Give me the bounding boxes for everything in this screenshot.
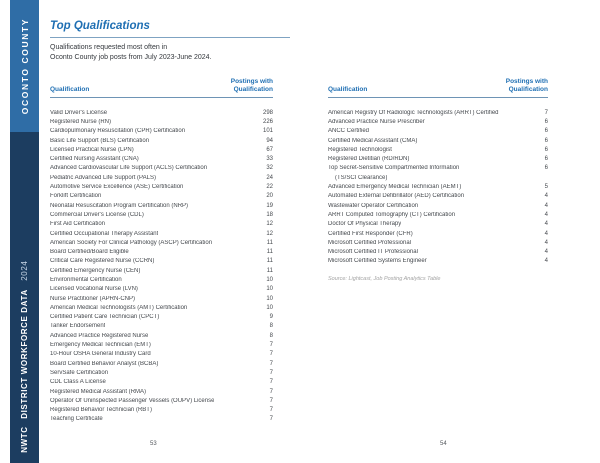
postings-count: 6 [544, 146, 548, 153]
subtitle-line1: Qualifications requested most often in [50, 44, 168, 51]
qualification-name: Board Certified/Board Eligible [50, 249, 129, 256]
table-row [50, 387, 273, 396]
qualification-name: Registered Technologist [328, 146, 392, 153]
qualification-column-header: Qualification [50, 86, 90, 93]
table-row [50, 192, 273, 201]
postings-count: 7 [269, 369, 273, 376]
qualification-name: 10-Hour OSHA General Industry Card [50, 351, 151, 358]
table-row [50, 220, 273, 229]
qualification-name: Microsoft Certified IT Professional [328, 249, 418, 256]
postings-count: 6 [544, 137, 548, 144]
table-row [50, 210, 273, 219]
table-rows-right [328, 108, 548, 266]
qualification-name: ServSafe Certification [50, 369, 109, 376]
postings-count: 6 [544, 165, 548, 172]
table-row [50, 275, 273, 284]
postings-header-line1: Postings with [230, 78, 273, 85]
postings-header-line1: Postings with [505, 78, 548, 85]
spine-text [20, 261, 29, 453]
qualifications-table-left [50, 78, 273, 424]
table-row [50, 136, 273, 145]
table-row [328, 145, 548, 154]
postings-column-header [231, 78, 273, 93]
postings-count: 32 [266, 165, 273, 172]
table-row [328, 117, 548, 126]
qualification-name: Teaching Certificate [50, 416, 103, 423]
qualification-name: Pediatric Advanced Life Support (PALS) [50, 174, 156, 181]
table-row [328, 182, 548, 191]
table-row [50, 396, 273, 405]
postings-count: 7 [269, 416, 273, 423]
table-header-right [328, 78, 548, 98]
postings-count: 7 [269, 351, 273, 358]
postings-count: 11 [266, 239, 273, 246]
postings-count: 8 [269, 332, 273, 339]
postings-count: 18 [266, 211, 273, 218]
qualification-name: Registered Behavior Technician (RBT) [50, 407, 152, 414]
qualification-name: Microsoft Certified Professional [328, 239, 412, 246]
page-number-right: 54 [440, 441, 447, 447]
postings-count: 4 [544, 249, 548, 256]
postings-count: 7 [269, 360, 273, 367]
postings-count: 4 [544, 239, 548, 246]
qualification-name: Certified Emergency Nurse (CEN) [50, 267, 141, 274]
qualification-name: Automated External Defibrillator (AED) Certification [328, 193, 465, 200]
qualification-name: Certified Occupational Therapy Assistant [50, 230, 159, 237]
brand-text: NWTC [20, 426, 29, 453]
table-row [328, 164, 548, 173]
qualification-name: Certified Medical Assistant (CMA) [328, 137, 418, 144]
postings-count: 4 [544, 211, 548, 218]
main-content [50, 0, 595, 463]
table-row [50, 313, 273, 322]
page-title: Top Qualifications [50, 20, 150, 32]
postings-count: 4 [544, 202, 548, 209]
qualification-name: Board Certified Behavior Analyst (BCBA) [50, 360, 159, 367]
postings-count: 4 [544, 258, 548, 265]
qualification-name: ANCC Certified [328, 128, 370, 135]
qualification-name: Advanced Practice Registered Nurse [50, 332, 149, 339]
qualification-name: CDL Class A License [50, 379, 106, 386]
table-row [328, 210, 548, 219]
qualification-name: ARRT Computed Tomography (CT) Certification [328, 211, 456, 218]
qualification-name: Cardiopulmonary Resuscitation (CPR) Certification [50, 128, 186, 135]
page-number-left: 53 [150, 441, 157, 447]
postings-count: 7 [269, 342, 273, 349]
qualification-name: Operator Of Uninspected Passenger Vessels (OUPV) License [50, 397, 215, 404]
postings-count: 10 [266, 304, 273, 311]
sidebar [10, 0, 39, 463]
qualification-name: Microsoft Certified Systems Engineer [328, 258, 427, 265]
report-title: DISTRICT WORKFORCE DATA [20, 289, 29, 419]
table-row [50, 378, 273, 387]
qualification-name: Emergency Medical Technician (EMT) [50, 342, 151, 349]
qualification-name: Top Secret-Sensitive Compartmented Information [328, 165, 460, 172]
subtitle [50, 43, 211, 62]
table-row [50, 201, 273, 210]
postings-count: 22 [266, 184, 273, 191]
postings-count: 94 [266, 137, 273, 144]
qualification-name: American Registry Of Radiologic Technologists (ARRT) Certified [328, 109, 499, 116]
table-row [50, 415, 273, 424]
postings-count: 12 [266, 221, 273, 228]
postings-count: 11 [266, 258, 273, 265]
qualification-name: Licensed Vocational Nurse (LVN) [50, 286, 138, 293]
table-row [50, 359, 273, 368]
table-row [328, 229, 548, 238]
qualification-name: American Medical Technologists (AMT) Certification [50, 304, 188, 311]
table-row [50, 257, 273, 266]
table-header-left [50, 78, 273, 98]
report-year: 2024 [20, 261, 29, 282]
qualification-name: Nurse Practitioner (APRN-CNP) [50, 295, 136, 302]
qualification-name: Licensed Practical Nurse (LPN) [50, 146, 134, 153]
postings-count: 12 [266, 230, 273, 237]
postings-count: 67 [266, 146, 273, 153]
qualification-name: Advanced Practice Nurse Prescriber [328, 118, 425, 125]
table-row [50, 108, 273, 117]
postings-count: 4 [544, 230, 548, 237]
qualification-name: Advanced Cardiovascular Life Support (ACLS) Certification [50, 165, 208, 172]
postings-count: 298 [262, 109, 273, 116]
table-row [328, 127, 548, 136]
qualification-column-header: Qualification [328, 86, 368, 93]
table-row [50, 154, 273, 163]
postings-count: 4 [544, 193, 548, 200]
spine [10, 261, 39, 453]
qualification-name-continued: (TS/SCI Clearance) [335, 174, 388, 181]
postings-count: 7 [269, 388, 273, 395]
qualification-name: Registered Dietitian (RD/RDN) [328, 156, 410, 163]
qualification-name: Tanker Endorsement [50, 323, 106, 330]
table-row [50, 303, 273, 312]
qualification-name: Advanced Emergency Medical Technician (AEMT) [328, 184, 462, 191]
qualification-name: Critical Care Registered Nurse (CCRN) [50, 258, 155, 265]
title-rule [50, 37, 290, 38]
postings-count: 7 [544, 109, 548, 116]
qualification-name: Valid Driver's License [50, 109, 108, 116]
table-row [50, 331, 273, 340]
table-row [50, 173, 273, 182]
table-row [328, 220, 548, 229]
source-note: Source: Lightcast, Job Posting Analytics Table [328, 276, 441, 283]
postings-count: 7 [269, 379, 273, 386]
table-row [50, 406, 273, 415]
postings-count: 226 [262, 118, 273, 125]
table-row [50, 294, 273, 303]
postings-count: 4 [544, 221, 548, 228]
postings-count: 6 [544, 128, 548, 135]
qualification-name: Certified Patient Care Technician (CPCT) [50, 314, 160, 321]
subtitle-line2: Oconto County job posts from July 2023-June 2024. [50, 53, 212, 61]
table-row [328, 108, 548, 117]
postings-header-line2: Qualification [508, 85, 548, 93]
postings-count: 11 [266, 249, 273, 256]
table-row [50, 266, 273, 275]
qualification-name: Certified Nursing Assistant (CNA) [50, 156, 139, 163]
postings-count: 101 [262, 128, 273, 135]
qualification-name: American Society For Clinical Pathology (ASCP) Certification [50, 239, 213, 246]
table-row [50, 350, 273, 359]
qualification-name: Forklift Certification [50, 193, 102, 200]
table-row [50, 238, 273, 247]
table-row [50, 145, 273, 154]
table-row [328, 247, 548, 256]
table-row [50, 322, 273, 331]
table-row [50, 164, 273, 173]
table-row-continuation [328, 173, 548, 182]
postings-count: 7 [269, 397, 273, 404]
table-row [50, 285, 273, 294]
qualification-name: First Aid Certification [50, 221, 106, 228]
postings-count: 11 [266, 267, 273, 274]
postings-count: 19 [266, 202, 273, 209]
postings-count: 6 [544, 118, 548, 125]
table-rows-left [50, 108, 273, 424]
postings-count: 5 [544, 184, 548, 191]
postings-count: 6 [544, 156, 548, 163]
table-row [50, 117, 273, 126]
postings-count: 33 [266, 156, 273, 163]
table-row [328, 192, 548, 201]
qualification-name: Wastewater Operator Certification [328, 202, 419, 209]
qualification-name: Certified First Responder (CFR) [328, 230, 413, 237]
qualification-name: Doctor Of Physical Therapy [328, 221, 402, 228]
table-row [328, 136, 548, 145]
postings-count: 9 [269, 314, 273, 321]
postings-header-line2: Qualification [233, 85, 273, 93]
postings-count: 10 [266, 276, 273, 283]
table-row [50, 247, 273, 256]
postings-column-header [506, 78, 548, 93]
county-tab [10, 0, 39, 132]
qualifications-table-right [328, 78, 548, 282]
qualification-name: Automotive Service Excellence (ASE) Certification [50, 184, 184, 191]
postings-count: 10 [266, 295, 273, 302]
postings-count: 20 [266, 193, 273, 200]
table-row [50, 127, 273, 136]
qualification-name: Registered Nurse (RN) [50, 118, 112, 125]
qualification-name: Environmental Certification [50, 276, 122, 283]
table-row [50, 340, 273, 349]
table-row [328, 154, 548, 163]
qualification-name: Registered Medical Assistant (RMA) [50, 388, 147, 395]
table-row [50, 229, 273, 238]
postings-count: 24 [266, 174, 273, 181]
postings-count: 8 [269, 323, 273, 330]
postings-count: 7 [269, 407, 273, 414]
qualification-name: Basic Life Support (BLS) Certification [50, 137, 150, 144]
table-row [50, 182, 273, 191]
qualification-name: Commercial Driver's License (CDL) [50, 211, 144, 218]
table-row [50, 368, 273, 377]
table-row [328, 257, 548, 266]
postings-count: 10 [266, 286, 273, 293]
county-label: OCONTO COUNTY [19, 17, 30, 115]
qualification-name: Neonatal Resuscitation Program Certification (NRP) [50, 202, 189, 209]
table-row [328, 238, 548, 247]
table-row [328, 201, 548, 210]
